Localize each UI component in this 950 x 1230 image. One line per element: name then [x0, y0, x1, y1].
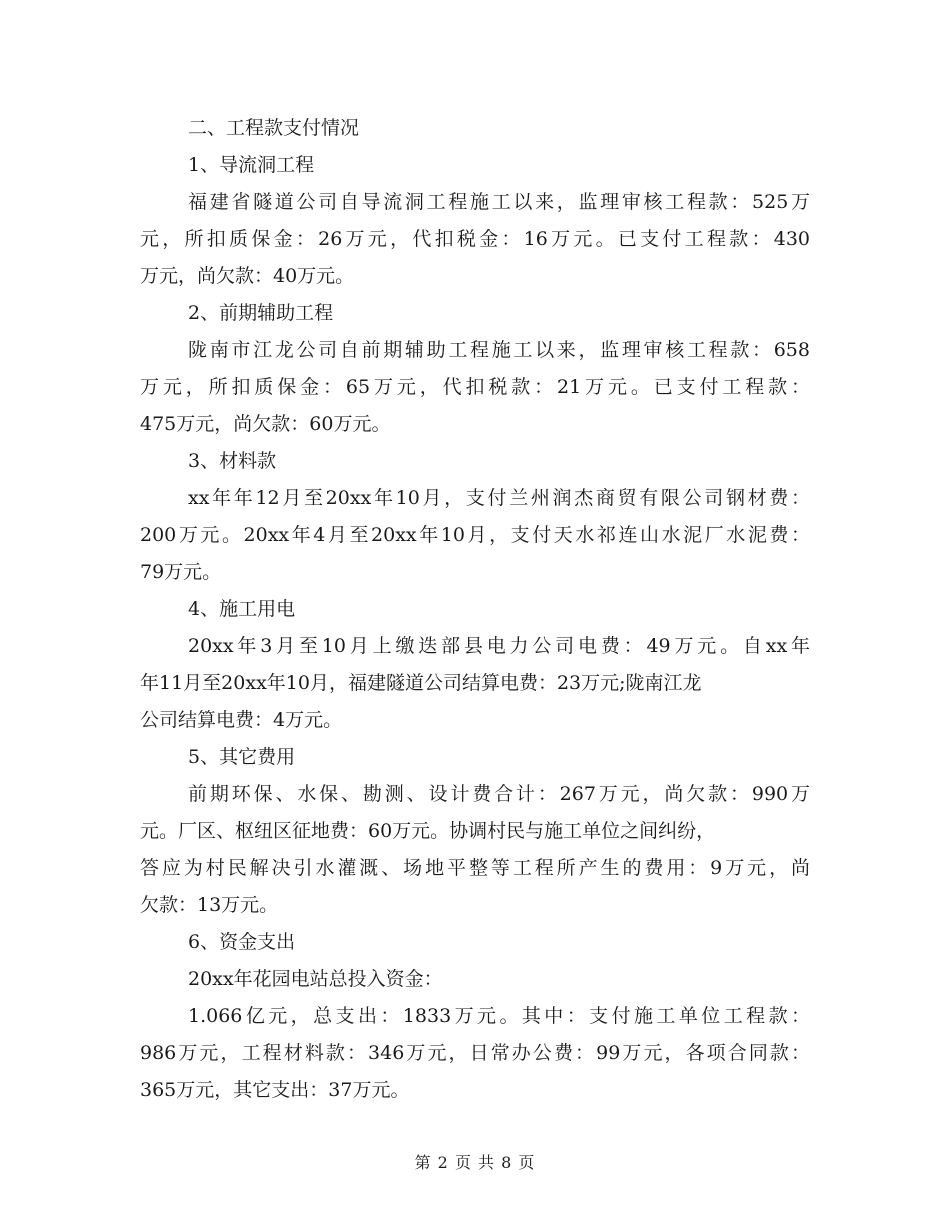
paragraph-line: 前期环保、水保、勘测、设计费合计：267万元，尚欠款：990万: [188, 783, 810, 805]
paragraph-line: 万元，所扣质保金：65万元，代扣税款：21万元。已支付工程款：: [140, 376, 810, 398]
subsection-heading: 3、材料款: [188, 450, 277, 472]
paragraph-line: 陇南市江龙公司自前期辅助工程施工以来，监理审核工程款：658: [188, 339, 810, 361]
subsection-heading: 6、资金支出: [188, 931, 296, 953]
paragraph-line: 元，所扣质保金：26万元，代扣税金：16万元。已支付工程款：430: [140, 228, 810, 250]
subsection-heading: 5、其它费用: [188, 746, 296, 768]
paragraph-line: 365万元，其它支出：37万元。: [140, 1079, 410, 1101]
paragraph-line: 475万元，尚欠款：60万元。: [140, 413, 391, 435]
paragraph-line: 年11月至20xx年10月，福建隧道公司结算电费：23万元;陇南江龙: [140, 672, 702, 694]
page-number: 第 2 页 共 8 页: [414, 1153, 536, 1172]
paragraph-line: 79万元。: [140, 561, 222, 583]
paragraph-line: 答应为村民解决引水灌溉、场地平整等工程所产生的费用：9万元，尚: [140, 857, 810, 879]
section-heading: 二、工程款支付情况: [188, 117, 360, 139]
paragraph-line: 20xx年3月至10月上缴迭部县电力公司电费：49万元。自xx年: [188, 635, 810, 657]
paragraph-line: 公司结算电费：4万元。: [140, 709, 343, 731]
paragraph-line: 20xx年花园电站总投入资金：: [188, 968, 443, 990]
paragraph-line: 福建省隧道公司自导流洞工程施工以来，监理审核工程款：525万: [188, 191, 810, 213]
paragraph-line: 200万元。20xx年4月至20xx年10月，支付天水祁连山水泥厂水泥费：: [140, 524, 810, 546]
subsection-heading: 4、施工用电: [188, 598, 296, 620]
subsection-heading: 1、导流洞工程: [188, 154, 315, 176]
paragraph-line: xx年年12月至20xx年10月，支付兰州润杰商贸有限公司钢材费：: [188, 487, 810, 509]
paragraph-line: 元。厂区、枢纽区征地费：60万元。协调村民与施工单位之间纠纷，: [140, 820, 716, 842]
paragraph-line: 万元，尚欠款：40万元。: [140, 265, 355, 287]
paragraph-line: 1.066亿元，总支出：1833万元。其中：支付施工单位工程款：: [188, 1005, 810, 1027]
paragraph-line: 欠款：13万元。: [140, 894, 279, 916]
paragraph-line: 986万元，工程材料款：346万元，日常办公费：99万元，各项合同款：: [140, 1042, 810, 1064]
subsection-heading: 2、前期辅助工程: [188, 302, 334, 324]
document-body: [140, 110, 810, 1109]
